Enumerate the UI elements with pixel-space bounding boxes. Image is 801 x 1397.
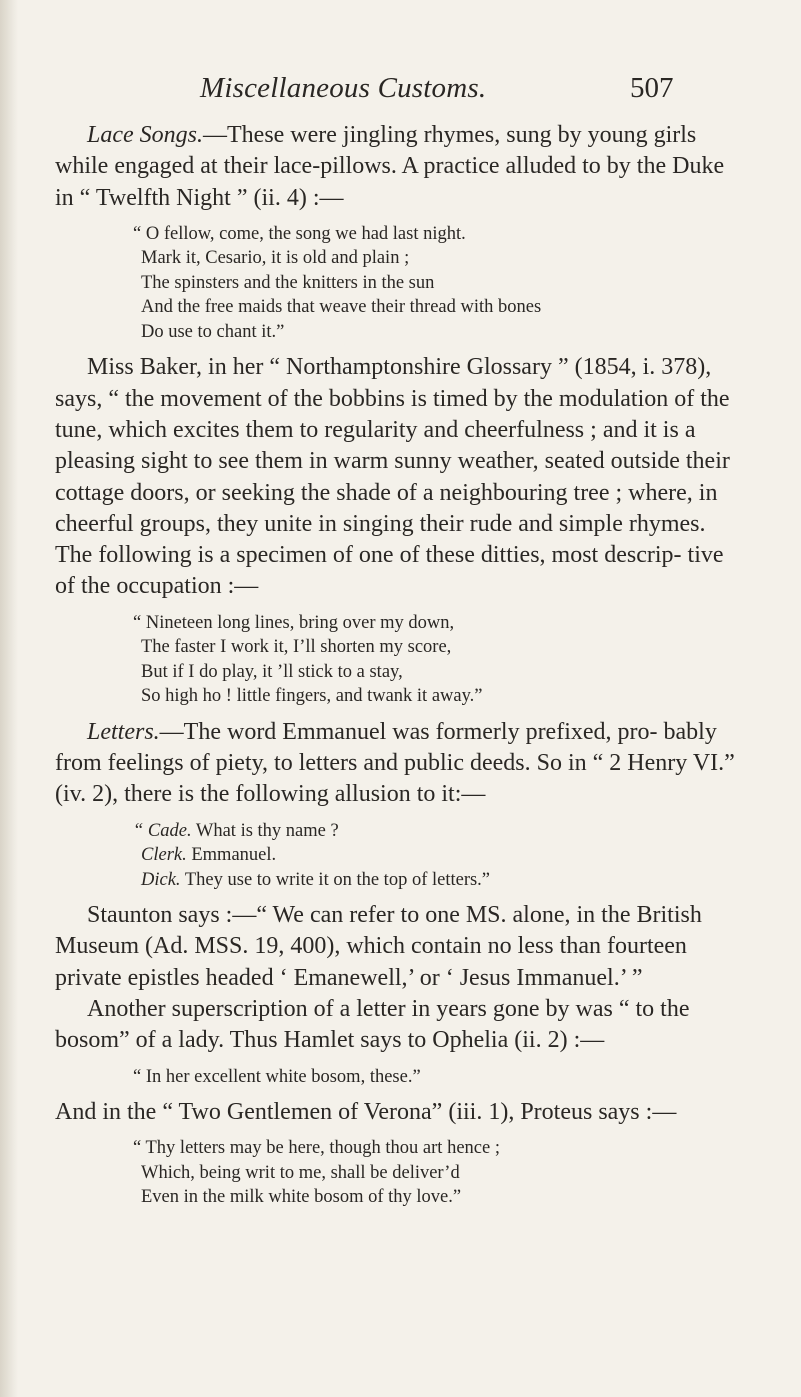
quote-line: “ O fellow, come, the song we had last night. (133, 223, 466, 244)
page-number: 507 (630, 72, 674, 104)
henry-vi-quote (133, 819, 745, 893)
page-body (55, 120, 745, 1218)
letters-intro: —The word Emmanuel was formerly prefixed, pro- bably from feelings of piety, to letters and public deeds. So in “ 2 Henry VI.” (iv. 2), there is the following allusion to it:— (55, 718, 735, 808)
lace-songs-heading: Lace Songs. (87, 122, 203, 148)
speaker-line: Emmanuel. (186, 845, 277, 866)
baker-paragraph: Miss Baker, in her “ Northamptonshire Glossary ” (1854, i. 378), says, “ the movement of the bobbins is timed by the modulation of the tune, which excites them to regularity and cheerfulness ; and it is a pleasing sight to see them in warm sunny weather, seated outside their cottage doors, or seeking the shade of a neighbouring tree ; where, in cheerful groups, they unite in singing their rude and simple rhymes. The following is a specimen of one of these ditties, most descrip- tive of the occupation :— (55, 354, 730, 600)
quote-line: The faster I work it, I’ll shorten my score, (141, 637, 452, 658)
quote-line: Even in the milk white bosom of thy love.” (141, 1187, 462, 1208)
speaker-name: “ Cade. (133, 820, 192, 841)
lace-songs-paragraph (55, 120, 745, 214)
speaker-name: Clerk. (141, 845, 187, 866)
staunton-paragraph: Staunton says :—“ We can refer to one MS. alone, in the British Museum (Ad. MSS. 19, 400), which contain no less than fourteen private epistles headed ‘ Emanewell,’ or ‘ Jesus Immanuel.’ ” (55, 902, 702, 991)
lace-song-quote (133, 611, 745, 709)
verona-paragraph: And in the “ Two Gentlemen of Verona” (iii. 1), Proteus says :— (55, 1099, 677, 1126)
speaker-line: They use to write it on the top of letters.” (180, 869, 491, 890)
twelfth-night-quote (133, 222, 745, 345)
quote-line: Mark it, Cesario, it is old and plain ; (141, 248, 410, 269)
quote-line: But if I do play, it ’ll stick to a stay, (141, 661, 403, 682)
verona-quote (133, 1136, 745, 1210)
speaker-line: What is thy name ? (191, 820, 339, 841)
letters-paragraph (55, 717, 745, 811)
bosom-paragraph: Another superscription of a letter in years gone by was “ to the bosom” of a lady. Thus Hamlet says to Ophelia (ii. 2) :— (55, 996, 690, 1054)
page-edge-shadow (0, 0, 18, 1397)
quote-line (141, 843, 745, 868)
quote-line: And the free maids that weave their thread with bones (141, 297, 542, 318)
page-header (0, 72, 801, 112)
hamlet-quote (133, 1065, 745, 1090)
quote-line (141, 868, 745, 893)
speaker-name: Dick. (141, 869, 181, 890)
running-head: Miscellaneous Customs. (200, 72, 487, 104)
quote-line: Do use to chant it.” (141, 321, 285, 342)
quote-line: “ Nineteen long lines, bring over my down, (133, 612, 455, 633)
quote-line: “ Thy letters may be here, though thou art hence ; (133, 1138, 500, 1159)
quote-line: So high ho ! little fingers, and twank it away.” (141, 686, 483, 707)
letters-heading: Letters. (87, 718, 160, 745)
quote-line: “ In her excellent white bosom, these.” (133, 1066, 421, 1087)
lace-songs-intro: —These were jingling rhymes, sung by young girls while engaged at their lace-pillows. A practice alluded to by the Duke in “ Twelfth Night ” (ii. 4) :— (55, 122, 725, 211)
quote-line: The spinsters and the knitters in the sun (141, 272, 435, 293)
quote-line: Which, being writ to me, shall be deliver’d (141, 1162, 460, 1183)
quote-line (133, 819, 745, 844)
